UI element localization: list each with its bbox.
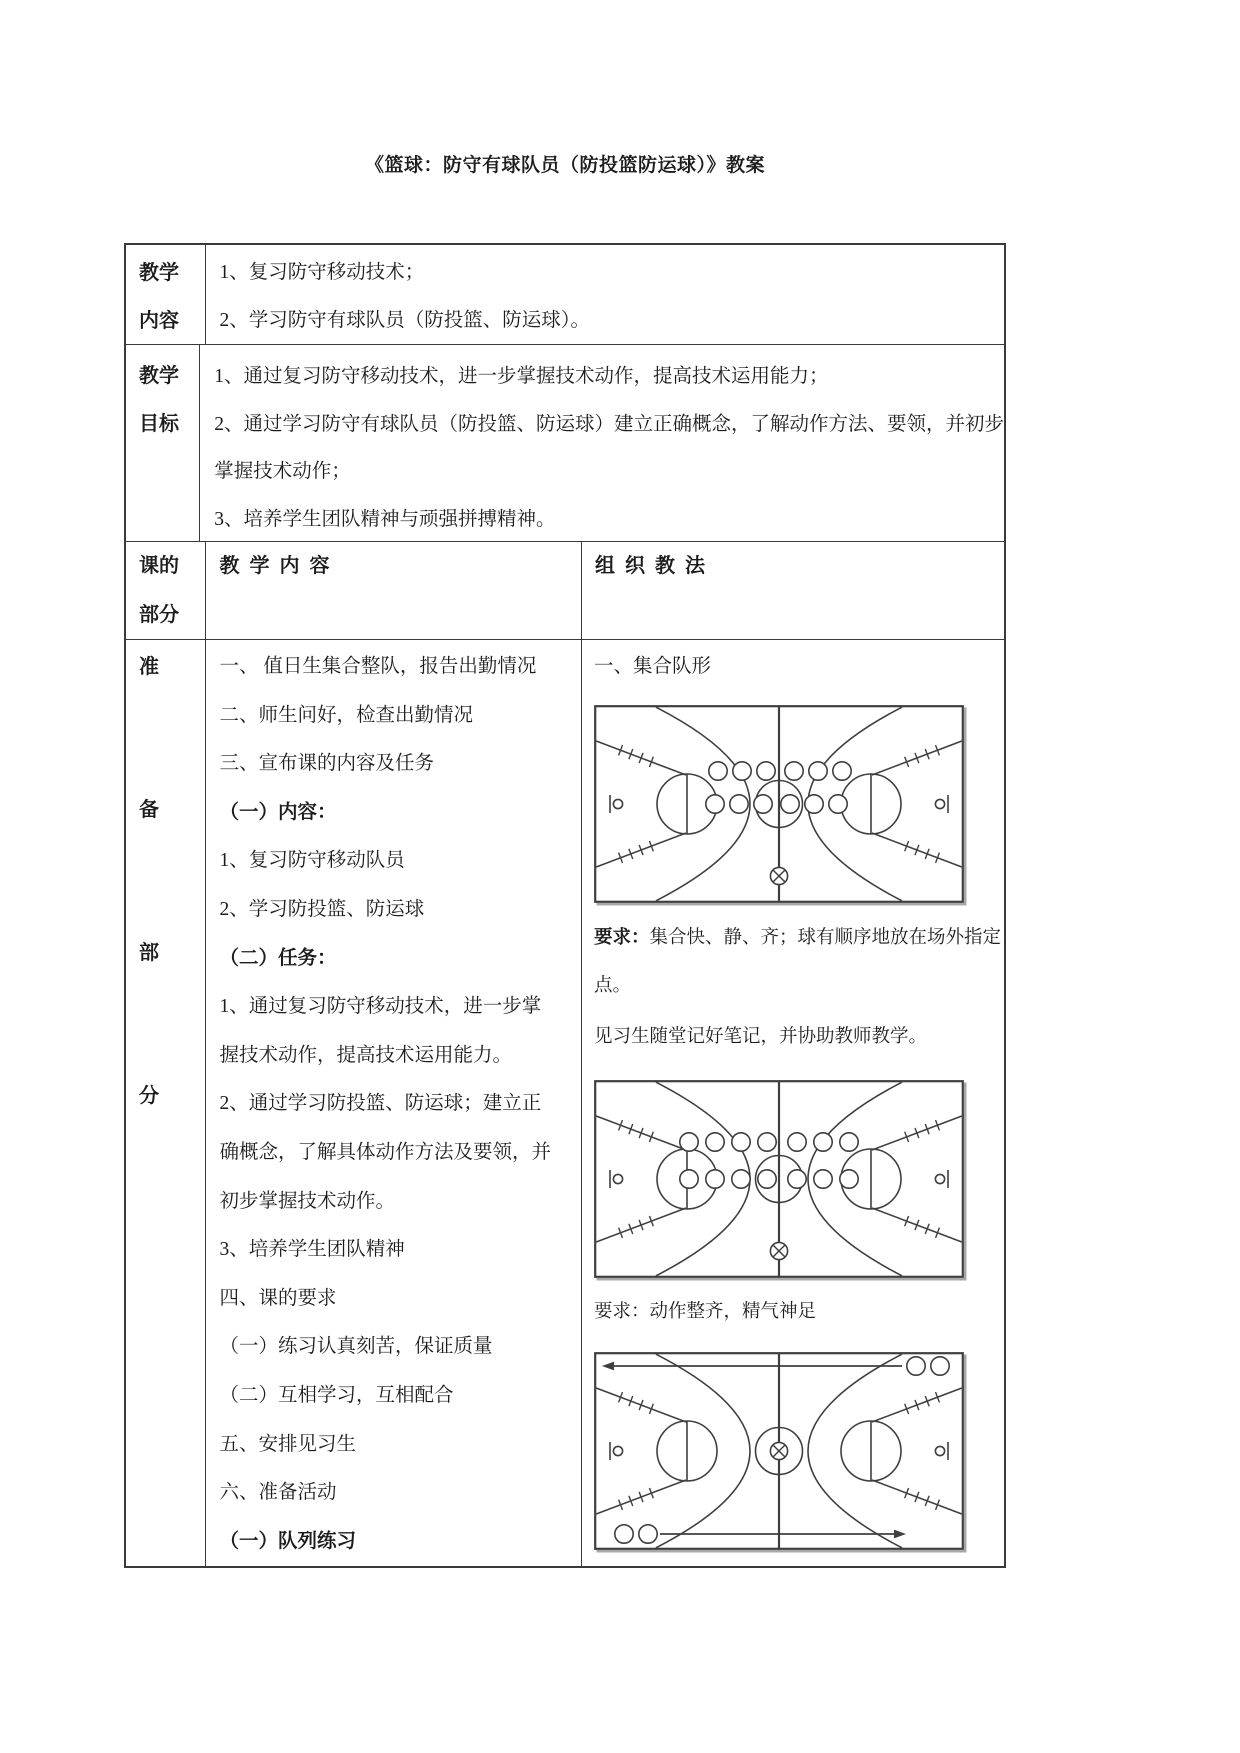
- row-teaching-content: [126, 245, 1004, 345]
- list-item: （一）队列练习: [219, 1530, 357, 1552]
- court-diagram-jogging-route: [594, 1352, 964, 1550]
- teaching-objectives-text: [200, 345, 1004, 541]
- label-line: 目标: [139, 412, 179, 435]
- row-preparation-part: [126, 640, 1004, 1566]
- header-teaching-content: 教 学 内 容: [206, 542, 583, 639]
- court-diagram-assembly-2: [594, 1080, 964, 1278]
- label-char: 准: [139, 656, 159, 678]
- list-item: 确概念，了解具体动作方法及要领，并: [219, 1141, 552, 1163]
- label-teaching-objectives: [126, 345, 200, 541]
- label-char: 部: [139, 942, 159, 964]
- requirement-label: 要求：: [594, 928, 650, 948]
- document-title: 《篮球：防守有球队员（防投篮防运球）》教案: [364, 155, 765, 176]
- label-teaching-content: [126, 245, 206, 344]
- lesson-plan-table: [124, 243, 1006, 1568]
- organization-method-cell: [582, 640, 1004, 1566]
- content-line: 掌握技术动作；: [214, 461, 351, 482]
- list-item: 1、通过复习防守移动技术，进一步掌: [219, 996, 542, 1018]
- content-line: 2、学习防守有球队员（防投篮、防运球）。: [219, 310, 591, 331]
- label-line: 内容: [139, 310, 179, 332]
- list-item: 1、复习防守移动队员: [219, 850, 405, 872]
- row-column-headers: [126, 542, 1004, 640]
- list-item: 2、学习防投篮、防运球: [219, 898, 425, 920]
- list-item: 六、准备活动: [219, 1482, 337, 1504]
- list-item: （二）任务：: [219, 947, 337, 969]
- requirement-line: 要求：集合快、静、齐；球有顺序地放在场外指定: [594, 928, 1002, 948]
- label-line: 教学: [139, 365, 179, 387]
- list-item: 3、培养学生团队精神: [219, 1239, 405, 1261]
- court-diagram-assembly-1: [594, 705, 964, 903]
- content-line: 1、复习防守移动技术；: [219, 262, 425, 283]
- list-item: 握技术动作，提高技术运用能力。: [219, 1044, 513, 1066]
- header-line: 课的: [139, 555, 179, 577]
- assembly-formation-heading: 一、集合队形: [594, 656, 712, 677]
- label-char: 分: [139, 1085, 159, 1107]
- list-item: 五、安排见习生: [219, 1433, 357, 1455]
- list-item: 四、课的要求: [219, 1287, 337, 1309]
- header-lesson-part: [126, 542, 206, 639]
- label-preparation-part: [126, 640, 206, 1566]
- list-item: 一、 值日生集合整队，报告出勤情况: [219, 656, 537, 677]
- list-item: 初步掌握技术动作。: [219, 1190, 396, 1212]
- trainee-note: 见习生随堂记好笔记，并协助教师教学。: [594, 1027, 928, 1047]
- list-item: （二）互相学习，互相配合: [219, 1384, 454, 1406]
- list-item: 二、师生问好，检查出勤情况: [219, 704, 474, 726]
- list-item: 2、通过学习防投篮、防运球；建立正: [219, 1093, 542, 1115]
- header-line: 部分: [139, 604, 179, 626]
- requirement-2: 要求：动作整齐，精气神足: [594, 1302, 817, 1322]
- label-line: 教学: [139, 262, 179, 284]
- teaching-content-text: [206, 245, 1005, 344]
- list-item: （一）练习认真刻苦，保证质量: [219, 1336, 493, 1358]
- list-item: （一）内容：: [219, 801, 337, 823]
- label-char: 备: [139, 799, 159, 821]
- content-line: 1、通过复习防守移动技术，进一步掌握技术动作，提高技术运用能力；: [214, 366, 829, 387]
- content-line: 2、通过学习防守有球队员（防投篮、防运球）建立正确概念，了解动作方法、要领，并初步: [214, 413, 1004, 435]
- requirement-1: [594, 914, 1001, 1010]
- requirement-line: 点。: [594, 976, 632, 996]
- preparation-content-list: [206, 640, 583, 1566]
- header-organization-method: 组 织 教 法: [595, 555, 705, 577]
- content-line: 3、培养学生团队精神与顽强拼搏精神。: [214, 508, 556, 530]
- list-item: 三、宣布课的内容及任务: [219, 753, 435, 775]
- row-teaching-objectives: [126, 345, 1004, 542]
